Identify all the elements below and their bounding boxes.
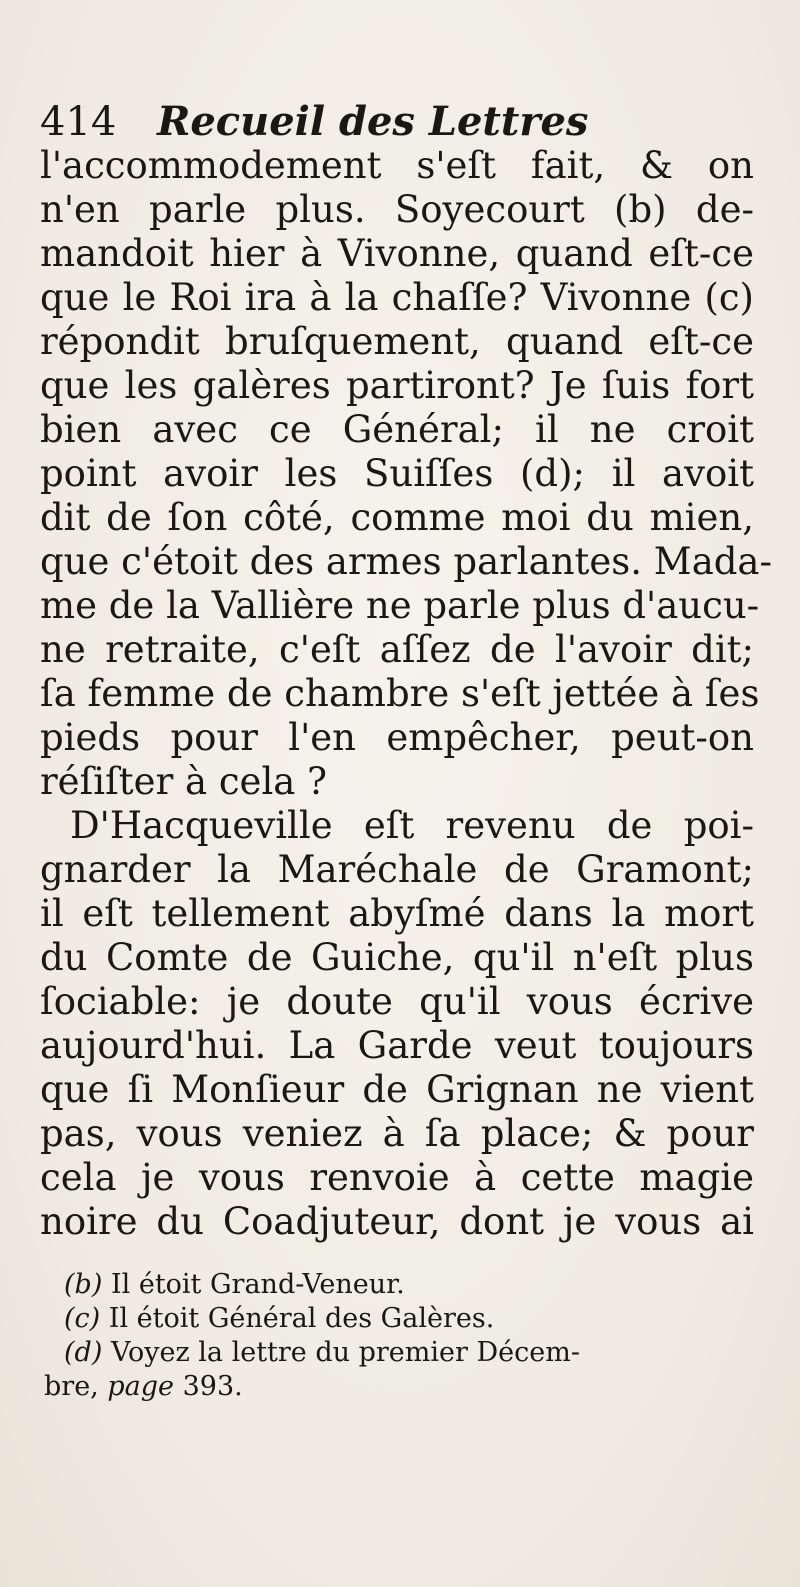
page-header [40, 100, 588, 144]
text-line: pieds pour l'en empêcher, peut-on [40, 716, 754, 759]
footnote [64, 1302, 764, 1336]
text-line: que c'étoit des armes parlantes. Mada- [40, 540, 772, 583]
footnote-text: Il étoit Grand-Veneur. [110, 1269, 405, 1300]
text-line: mandoit hier à Vivonne, quand eſt-ce [40, 232, 754, 275]
running-title: Recueil des Lettres [157, 98, 589, 145]
footnote-text: bre, [44, 1371, 99, 1402]
text-line: que le Roi ira à la chaſſe? Vivonne (c) [40, 276, 754, 319]
text-line: ſa femme de chambre s'eſt jettée à ſes [40, 672, 760, 715]
text-line: gnarder la Maréchale de Gramont; [40, 848, 754, 891]
text-line: ſociable: je doute qu'il vous écrive [40, 980, 754, 1023]
text-line: bien avec ce Général; il ne croit [40, 408, 754, 451]
text-line: aujourd'hui. La Garde veut toujours [40, 1024, 754, 1067]
footnote-text: Il étoit Général des Galères. [108, 1303, 495, 1334]
text-line: pas, vous veniez à ſa place; & pour [40, 1112, 754, 1155]
footnote-text: Voyez la lettre du premier Décem- [110, 1337, 580, 1368]
footnote [64, 1268, 764, 1302]
text-line: D'Hacqueville eſt revenu de poi- [70, 804, 754, 847]
text-line: me de la Vallière ne parle plus d'aucu- [40, 584, 760, 627]
text-line: réſiſter à cela ? [40, 760, 327, 803]
text-line: l'accommodement s'eſt fait, & on [40, 144, 754, 187]
page-reference-number: 393. [182, 1371, 243, 1402]
text-line: ne retraite, c'eſt aſſez de l'avoir dit; [40, 628, 754, 671]
footnote-marker: (b) [64, 1269, 103, 1300]
text-line: n'en parle plus. Soyecourt (b) de- [40, 188, 754, 231]
text-line: dit de ſon côté, comme moi du mien, [40, 496, 754, 539]
text-line: que ſi Monſieur de Grignan ne vient [40, 1068, 754, 1111]
footnote-continuation [44, 1370, 744, 1404]
footnote-marker: (c) [64, 1303, 101, 1334]
text-line: répondit bruſquement, quand eſt-ce [40, 320, 754, 363]
text-line: point avoir les Suiſſes (d); il avoit [40, 452, 754, 495]
page-reference-label: page [107, 1371, 175, 1402]
text-line: du Comte de Guiche, qu'il n'eſt plus [40, 936, 754, 979]
text-line: que les galères partiront? Je ſuis fort [40, 364, 754, 407]
page-number: 414 [40, 99, 117, 145]
footnote-marker: (d) [64, 1337, 103, 1368]
text-line: noire du Coadjuteur, dont je vous ai [40, 1200, 754, 1243]
text-line: cela je vous renvoie à cette magie [40, 1156, 754, 1199]
text-line: il eſt tellement abyſmé dans la mort [40, 892, 754, 935]
footnote [64, 1336, 764, 1370]
